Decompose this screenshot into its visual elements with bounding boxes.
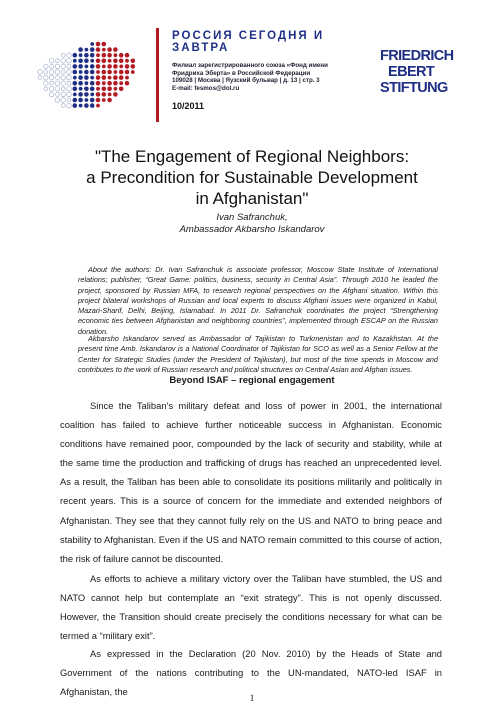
paragraph-text: Since the Taliban’s military defeat and loss of power in 2001, the international coalition has failed to achieve further noticeable success in Afghanistan. Economic conditions have remained poor, compounded by the lack of security and stability, while at the same time the production and trafficking of drugs has reached an unprecedented level. As a result, the Taliban has been able to consolidate its positions militarily and politically in recent years. This is a source of concern for the immediate and extended neighbors of Afghanistan. They see that they cannot fully rely on the US and NATO to bring peace and stability to Afghanistan. Even if the US and NATO remain committed to this course of action, the risk of failure cannot be discounted. xyxy=(60,400,442,564)
map-dot xyxy=(55,98,60,103)
map-dot xyxy=(90,103,95,108)
header-org-block xyxy=(172,30,382,92)
map-dot xyxy=(119,87,124,92)
map-dot xyxy=(84,87,89,92)
map-dot xyxy=(84,53,89,58)
map-dot xyxy=(84,103,89,108)
map-dot xyxy=(113,75,118,80)
map-dot xyxy=(96,47,101,52)
map-dot xyxy=(79,87,83,91)
map-dot xyxy=(73,87,78,92)
map-dot xyxy=(102,48,106,52)
map-dot xyxy=(73,53,78,58)
fes-logo-text: EBERT xyxy=(388,64,435,80)
map-dot xyxy=(56,76,60,80)
map-dot xyxy=(67,98,71,102)
map-dot xyxy=(114,70,118,74)
map-dot xyxy=(44,70,48,74)
map-dot xyxy=(85,48,89,52)
map-dot xyxy=(119,65,123,69)
map-dot xyxy=(61,64,66,69)
map-dot xyxy=(125,70,130,75)
map-dot xyxy=(125,81,130,86)
map-dot xyxy=(102,65,106,69)
map-dot xyxy=(78,59,83,64)
map-dot xyxy=(107,70,112,75)
map-dot xyxy=(55,70,60,75)
map-dot xyxy=(78,92,83,97)
map-dot xyxy=(90,59,94,63)
map-dot xyxy=(49,92,54,97)
map-dot xyxy=(73,93,77,97)
map-dot xyxy=(67,87,72,92)
map-dot xyxy=(108,76,112,80)
map-dot xyxy=(90,70,95,75)
body-paragraph-2 xyxy=(60,569,442,645)
about-iskandarov xyxy=(78,334,438,375)
map-dot xyxy=(90,93,94,97)
map-dot xyxy=(84,59,89,64)
map-dot xyxy=(67,103,72,108)
map-dot xyxy=(102,70,107,75)
map-dot xyxy=(113,64,118,69)
paragraph-text: As efforts to achieve a military victory over the Taliban have stumbled, the US and NATO cannot help but contemplate an “exit strategy”. This is not openly discussed. However, the Transition should create precisely the conditions necessary for what can be termed a “military exit”. xyxy=(60,573,442,642)
map-dot xyxy=(79,70,83,74)
map-dot xyxy=(90,42,94,46)
issue-number: 10/2011 xyxy=(172,101,205,111)
map-dot xyxy=(90,53,95,58)
paragraph-text: As expressed in the Declaration (20 Nov. 2010) by the Heads of State and Government of the nations contributing to the UN-mandated, NATO-led ISAF in Afghanistan, the xyxy=(60,648,442,698)
map-dot xyxy=(119,53,124,58)
map-dot xyxy=(107,64,112,69)
map-dot xyxy=(113,59,118,64)
map-dot xyxy=(79,104,83,108)
map-dot xyxy=(55,87,60,92)
about-paragraph: Akbarsho Iskandarov served as Ambassador of Tajikistan to Turkmenistan and to Kazakhstan. At the present time Amb. Iskandarov is a National Coordinator of Tajikistan for SCO as well as a Senior Fellow at the Center for Strategic Studies (under the President of Tajikistan), but most of the time spends in Moscow and contributes to the work of Russian research and political structures on Central Asian and Afghan issues. xyxy=(78,334,438,374)
map-dot xyxy=(56,59,60,63)
map-dot xyxy=(61,53,65,57)
map-dot xyxy=(102,75,107,80)
map-dot xyxy=(96,98,101,103)
map-dot xyxy=(85,65,89,69)
map-dot xyxy=(125,64,130,69)
map-dot xyxy=(38,70,43,75)
map-dot xyxy=(55,64,60,69)
map-dot xyxy=(50,65,54,69)
map-dot xyxy=(96,87,100,91)
map-dot xyxy=(61,98,66,103)
map-dot xyxy=(49,59,54,64)
map-dot xyxy=(78,64,83,69)
map-dot xyxy=(73,59,77,63)
russia-map-logo xyxy=(36,38,136,110)
map-dot xyxy=(67,65,71,69)
map-dot xyxy=(73,81,78,86)
map-dot xyxy=(73,76,77,80)
map-dot xyxy=(38,76,42,80)
map-dot xyxy=(67,70,72,75)
map-dot xyxy=(67,81,71,85)
map-dot xyxy=(61,70,65,74)
document-title xyxy=(60,146,444,209)
map-dot xyxy=(131,64,136,69)
map-dot xyxy=(96,70,100,74)
map-dot xyxy=(102,42,107,47)
about-paragraph: About the authors: Dr. Ivan Safranchuk is associate professor, Moscow State Institute of International relations; publisher, “Great Game: politics, business, security in Central Asia”. Through 2010 he leaded the project, sponsored by Russian MFA, to research regional perspectives on the Afghani situation. Within this project bilateral workshops of Russian and local experts to discuss Afghani issues were organized in Kabul, Mazari-Sharif, Delhi, Beijing, Islamabad. In 2011 Dr. Safranchuk coordinates the project “Strengthening economic ties between Afghanistan and neighboring countries”, implemented through ESCAP on the Russian donation. xyxy=(78,265,438,336)
map-dot xyxy=(96,104,100,108)
authors xyxy=(60,212,444,236)
map-dot xyxy=(102,59,107,64)
map-dot xyxy=(96,59,101,64)
map-dot xyxy=(79,53,83,57)
map-dot xyxy=(125,76,129,80)
map-dot xyxy=(61,59,66,64)
map-dot xyxy=(107,47,112,52)
map-dot xyxy=(56,93,60,97)
body-paragraph-3 xyxy=(60,644,442,701)
title-line: a Precondition for Sustainable Development xyxy=(86,168,418,187)
map-dot xyxy=(44,64,49,69)
map-dot xyxy=(73,70,78,75)
map-dot xyxy=(119,70,124,75)
map-dot xyxy=(44,87,48,91)
map-dot xyxy=(102,92,107,97)
map-dot xyxy=(113,81,118,86)
map-dot xyxy=(119,75,124,80)
map-dot xyxy=(102,87,107,92)
map-dot xyxy=(44,75,49,80)
map-dot xyxy=(107,81,112,86)
section-heading: Beyond ISAF – regional engagement xyxy=(169,375,335,386)
map-dot xyxy=(90,98,95,103)
map-dot xyxy=(44,81,49,86)
map-dot xyxy=(102,98,106,102)
map-dot xyxy=(125,53,130,58)
title-line: "The Engagement of Regional Neighbors: xyxy=(94,147,410,166)
map-dot xyxy=(78,47,83,52)
map-dot xyxy=(96,92,101,97)
map-dot xyxy=(61,81,66,86)
map-dot xyxy=(90,87,95,92)
map-dot xyxy=(85,81,89,85)
map-dot xyxy=(67,75,72,80)
map-dot xyxy=(61,92,66,97)
map-dot xyxy=(49,70,54,75)
map-dot xyxy=(108,59,112,63)
map-dot xyxy=(73,103,78,108)
author-name: Ambassador Akbarsho Iskandarov xyxy=(179,224,325,235)
map-dot xyxy=(55,81,60,86)
title-line: in Afghanistan" xyxy=(195,189,309,208)
map-dot xyxy=(90,81,95,86)
map-dot xyxy=(73,64,78,69)
map-dot xyxy=(78,98,83,103)
org-address-line: 109028 | Москва | Яузский бульвар | д. 13 | стр. 3 xyxy=(172,77,320,85)
page-number: 1 xyxy=(249,694,255,704)
org-address-line: Фридриха Эберта» в Российской Федерации xyxy=(172,69,311,77)
map-dot xyxy=(61,87,65,91)
fes-logo-text: STIFTUNG xyxy=(380,80,448,96)
map-dot xyxy=(67,53,72,58)
map-dot xyxy=(119,81,123,85)
map-dot xyxy=(96,42,101,47)
map-dot xyxy=(84,75,89,80)
map-dot xyxy=(67,92,72,97)
fes-logo xyxy=(380,46,472,98)
map-dot xyxy=(113,47,118,52)
map-dot xyxy=(107,98,112,103)
map-dot xyxy=(61,104,65,108)
map-dot xyxy=(102,53,107,58)
map-dot xyxy=(73,98,78,103)
fes-logo-text: FRIEDRICH xyxy=(380,48,454,64)
map-dot xyxy=(90,47,95,52)
map-dot xyxy=(107,53,112,58)
map-dot xyxy=(131,70,135,74)
map-dot xyxy=(114,53,118,57)
map-dot xyxy=(96,81,101,86)
map-dot xyxy=(108,93,112,97)
map-dot xyxy=(90,76,94,80)
map-dot xyxy=(102,81,106,85)
map-dot xyxy=(50,81,54,85)
map-dot xyxy=(96,64,101,69)
map-dot xyxy=(90,64,95,69)
org-email: E-mail: fesmos@dol.ru xyxy=(172,84,240,92)
map-dot xyxy=(84,70,89,75)
map-dot xyxy=(84,92,89,97)
author-name: Ivan Safranchuk, xyxy=(216,212,288,223)
map-dot xyxy=(113,92,118,97)
map-dot xyxy=(85,98,89,102)
map-dot xyxy=(78,81,83,86)
map-dot xyxy=(119,59,124,64)
map-dot xyxy=(114,87,118,91)
map-dot xyxy=(49,87,54,92)
map-dot xyxy=(107,87,112,92)
body-paragraph-1 xyxy=(60,396,442,568)
map-dot xyxy=(131,59,136,64)
map-dot xyxy=(96,53,100,57)
map-dot xyxy=(78,75,83,80)
map-dot xyxy=(61,75,66,80)
map-dot xyxy=(125,59,129,63)
map-dot xyxy=(67,59,72,64)
map-dot xyxy=(49,75,54,80)
map-dot xyxy=(96,75,101,80)
org-title: РОССИЯ СЕГОДНЯ И ЗАВТРА xyxy=(172,30,325,54)
org-address-line: Филиал зарегистрированного союза «Фонд имени xyxy=(172,62,328,69)
about-authors xyxy=(78,265,438,337)
header-divider xyxy=(156,28,159,122)
